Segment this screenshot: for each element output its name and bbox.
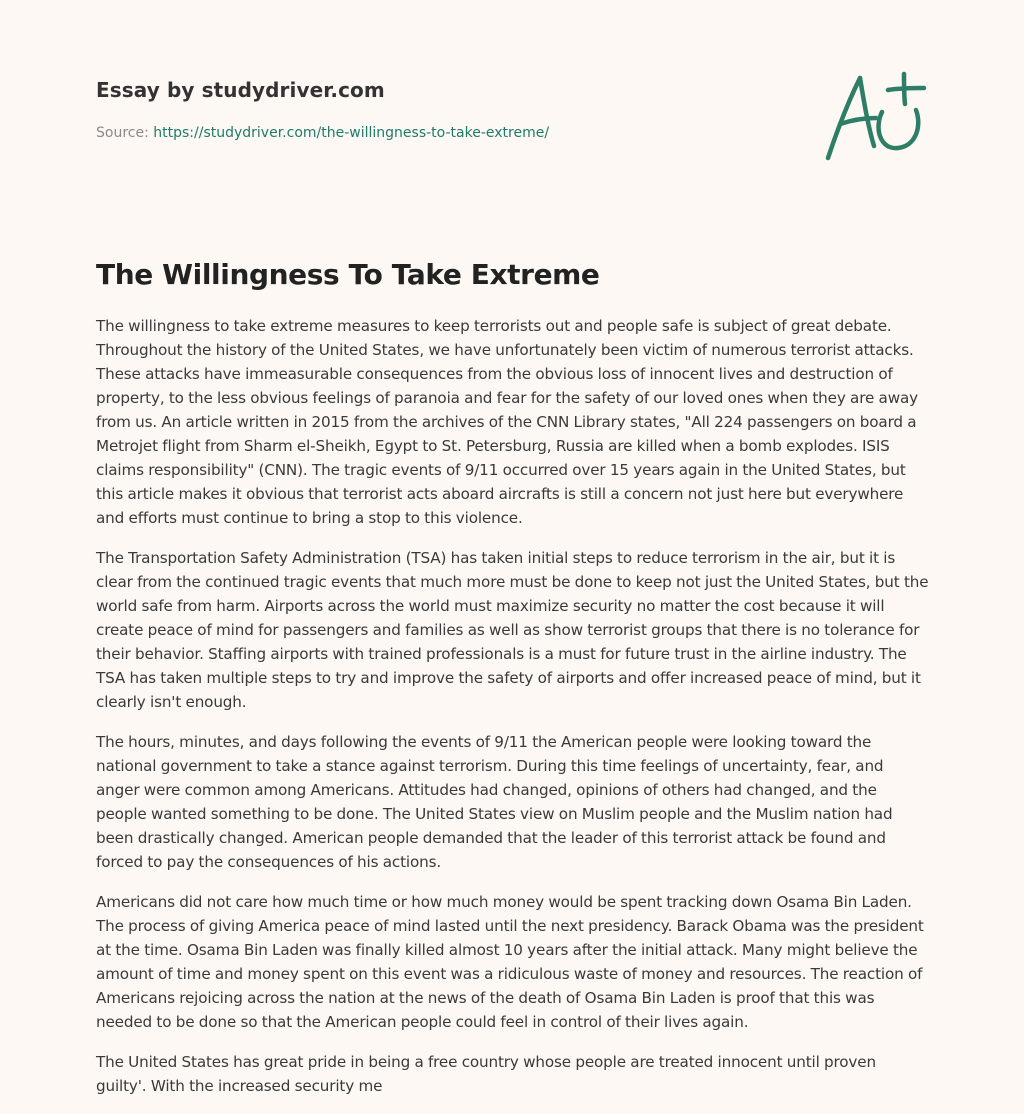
paragraph: Americans did not care how much time or how much money would be spent tracking down Osama Bin Laden. The process of giving America peace of mind lasted until the next presidency. Barack Obama was the president at the time. Osama Bin Laden was finally killed almost 10 years after the initial attack. Many might believe the amount of time and money spent on this event was a ridiculous waste of money and resources. The reaction of Americans rejoicing across the nation at the news of the death of Osama Bin Laden is proof that this was needed to be done so that the American people could feel in control of their lives again. [96,893,924,1031]
source-label: Source: [96,125,149,141]
paragraph: The Transportation Safety Administration (TSA) has taken initial steps to reduce terrorism in the air, but it is clear from the continued tragic events that much more must be done to keep not just the United States, but the world safe from harm. Airports across the world must maximize security no matter the cost because it will create peace of mind for passengers and families as well as show terrorist groups that there is no tolerance for their behavior. Staffing airports with trained professionals is a must for future trust in the airline industry. The TSA has taken multiple steps to try and improve the safety of airports and offer increased peace of mind, but it clearly isn't enough. [96,549,929,711]
essay-header [96,76,796,104]
paragraph: The United States has great pride in being a free country whose people are treated innocent until proven guilty'. With the increased security me [96,1053,876,1095]
paragraph: The willingness to take extreme measures to keep terrorists out and people safe is subject of great debate. Throughout the history of the United States, we have unfortunately been victim of numerous terrorist attacks. These attacks have immeasurable consequences from the obvious loss of innocent lives and destruction of property, to the less obvious feelings of paranoia and fear for the safety of our loved ones when they are away from us. An article written in 2015 from the archives of the CNN Library states, "All 224 passengers on board a Metrojet flight from Sharm el-Sheikh, Egypt to St. Petersburg, Russia are killed when a bomb explodes. ISIS claims responsibility" (CNN). The tragic events of 9/11 occurred over 15 years again in the United States, but this article makes it obvious that terrorist acts aboard aircrafts is still a concern not just here but everywhere and efforts must continue to bring a stop to this violence. [96,317,918,527]
source-link[interactable]: https://studydriver.com/the-willingness-to-take-extreme/ [153,125,550,141]
brand-title: Essay by studydriver.com [96,78,385,102]
essay-body [96,314,930,1114]
source-line [96,124,549,142]
essay-title: The Willingness To Take Extreme [96,258,600,291]
a-plus-grade-icon [818,66,930,166]
paragraph: The hours, minutes, and days following the events of 9/11 the American people were looking toward the national government to take a stance against terrorism. During this time feelings of uncertainty, fear, and anger were common among Americans. Attitudes had changed, opinions of others had changed, and the people wanted something to be done. The United States view on Muslim people and the Muslim nation had been drastically changed. American people demanded that the leader of this terrorist attack be found and forced to pay the consequences of his actions. [96,733,893,871]
